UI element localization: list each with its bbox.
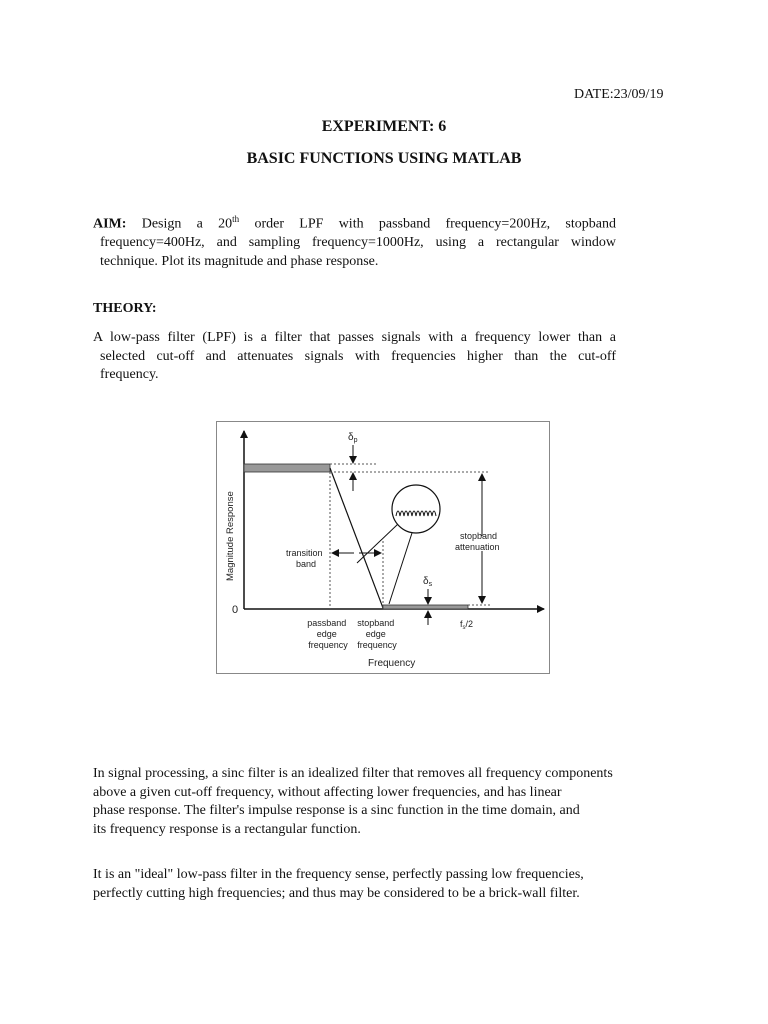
delta-s-label: $\delta_s$ (423, 576, 433, 588)
transition-label-2: band (296, 559, 317, 569)
experiment-title: EXPERIMENT: 6 (321, 118, 447, 135)
aim-line1-post: order LPF with passband frequency=200Hz, stopband (239, 216, 616, 232)
sinc-line-1: In signal processing, a sinc filter is an idealized filter that removes all frequency components (93, 766, 613, 781)
magnifier-circle (392, 485, 440, 533)
aim-line-2: frequency=400Hz, and sampling frequency=1000Hz, using a rectangular window (100, 235, 616, 251)
passband-ripple-band (244, 464, 330, 472)
stopband-ripple-band (383, 605, 468, 609)
stopband-label-1: stopband (460, 531, 498, 541)
lpf-diagram (216, 421, 550, 674)
transition-label-1: transition (286, 548, 323, 558)
delta-p-label: $\delta_p$ (348, 432, 358, 444)
theory-line-3: frequency. (100, 367, 159, 382)
aim-label: AIM: (93, 216, 127, 232)
fs-half-label: $f_s/2$ (460, 619, 474, 631)
ideal-paragraph (93, 866, 683, 903)
theory-line-2: selected cut-off and attenuates signals with frequencies higher than the cut-off (100, 348, 616, 364)
stopband-label-2: attenuation (455, 542, 500, 552)
lpf-response-figure (216, 421, 550, 674)
sinc-paragraph (93, 765, 683, 839)
aim-line-3: technique. Plot its magnitude and phase response. (100, 253, 379, 269)
ideal-line-2: perfectly cutting high frequencies; and thus may be considered to be a brick-wall filter. (93, 885, 580, 901)
theory-line-1: A low-pass filter (LPF) is a filter that passes signals with a frequency lower than a (93, 330, 616, 345)
zero-label: 0 (232, 604, 239, 616)
x-axis-label: Frequency (368, 658, 416, 669)
date-label: DATE:23/09/19 (574, 87, 664, 102)
stopband-edge-label: stopband edge frequency (357, 618, 397, 650)
sinc-line-2: above a given cut-off frequency, without affecting lower frequencies, and has linear (93, 784, 562, 800)
theory-heading: THEORY: (93, 301, 157, 316)
aim-paragraph (93, 210, 616, 271)
aim-line-1 (93, 210, 616, 234)
y-axis-label: Magnitude Response (225, 491, 236, 581)
page-subtitle: BASIC FUNCTIONS USING MATLAB (246, 150, 522, 167)
sinc-line-3: phase response. The filter's impulse response is a sinc function in the time domain, and (93, 803, 580, 818)
theory-paragraph (93, 329, 616, 385)
ideal-line-1: It is an "ideal" low-pass filter in the frequency sense, perfectly passing low frequencies, (93, 867, 584, 882)
sinc-line-4: its frequency response is a rectangular function. (93, 821, 361, 837)
aim-line1-sup: th (232, 214, 240, 224)
aim-line1-pre: Design a 20 (141, 216, 233, 232)
passband-edge-label: passband edge frequency (307, 618, 348, 650)
